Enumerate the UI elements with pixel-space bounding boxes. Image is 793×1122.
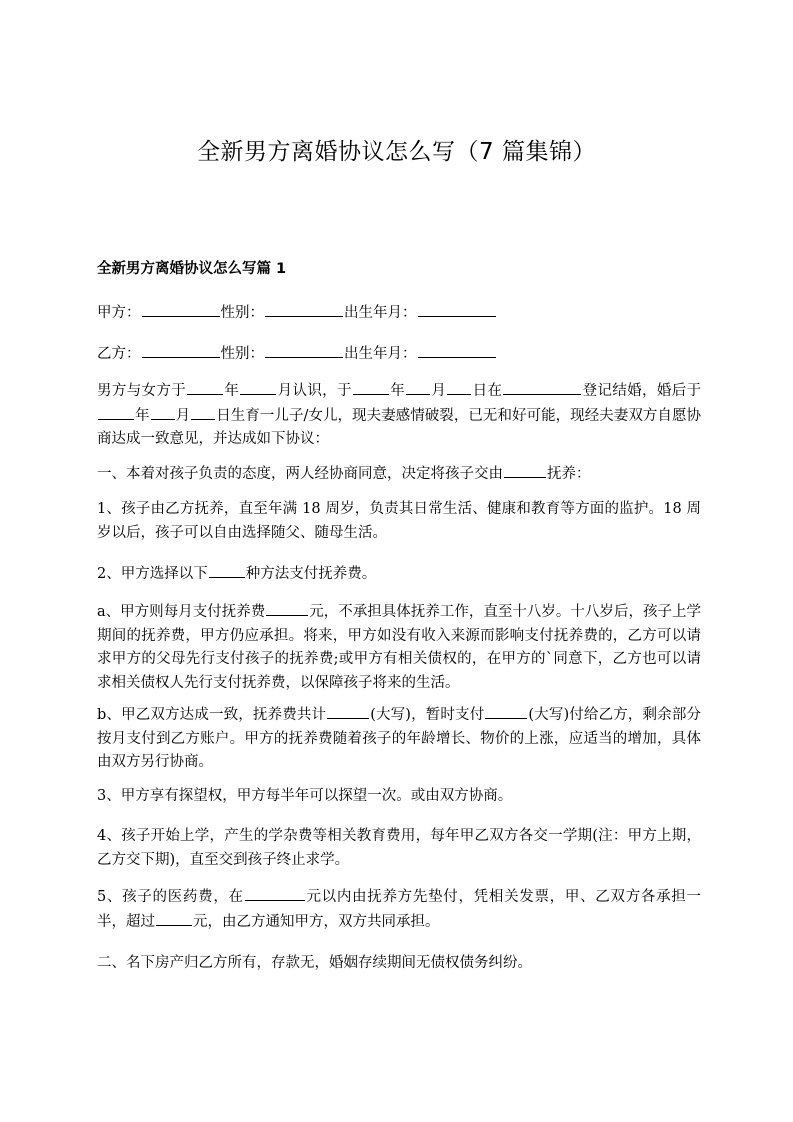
total-amount-blank [327, 703, 369, 719]
monthly-amount-blank [266, 600, 308, 616]
blank [187, 379, 223, 395]
intro-text: 年 [224, 383, 240, 399]
intro-text: 年 [389, 383, 406, 399]
intro-text: 月认识，于 [277, 383, 352, 399]
party-a-line [97, 301, 701, 326]
blank [503, 379, 581, 395]
item-1: 1、孩子由乙方抚养，直至年满 18 周岁，负责其日常生活、健康和教育等方面的监护。18 周岁以后，孩子可以自由选择随父、随母生活。 [97, 501, 701, 541]
blank [240, 379, 276, 395]
party-a-birth-blank [418, 301, 496, 317]
party-b-name-blank [142, 342, 220, 358]
intro-text: 日生育一儿子/女儿，现夫妻感情破裂，已无和好可能，现经夫妻双方自愿协商达成一致意见，并达成如下协议： [97, 407, 702, 447]
custodian-blank [504, 462, 546, 478]
item-2-text: 种方法支付抚养费。 [245, 566, 377, 582]
party-b-gender-blank [265, 342, 343, 358]
intro-text: 登记结婚，婚后于 [582, 383, 702, 399]
party-b-gender-label: 性别： [220, 346, 264, 362]
item-5-text: 元以内由抚养方先垫付，凭相关发票，甲、乙双方各承担一半，超过 [97, 889, 701, 930]
blank [151, 404, 175, 420]
party-a-gender-blank [265, 301, 343, 317]
intro-paragraph [97, 379, 701, 452]
blank [447, 379, 471, 395]
temporary-amount-blank [485, 703, 527, 719]
item-2 [97, 562, 701, 587]
item-a-text: a、甲方则每月支付抚养费 [97, 604, 266, 620]
item-b-text: (大写)，暂时支付 [370, 707, 485, 723]
blank [353, 379, 389, 395]
clause-1 [97, 462, 701, 487]
item-5-text: 元，由乙方通知甲方，双方共同承担。 [193, 913, 440, 930]
party-b-birth-label: 出生年月： [344, 346, 417, 362]
clause-1-text: 抚养： [547, 466, 591, 482]
item-b-text: (大写)付给乙方，剩余部分按月支付到乙方账户。甲方的抚养费随着孩子的年龄增长、物价的上涨，应适当的增加，具体由双方另行协商。 [97, 707, 701, 770]
item-4: 4、孩子开始上学，产生的学杂费等相关教育费用，每年甲乙双方各交一学期(注：甲方上期，乙方交下期)，直至交到孩子终止求学。 [97, 828, 701, 868]
clause-2: 二、名下房产归乙方所有，存款无，婚姻存续期间无债权债务纠纷。 [97, 955, 532, 971]
item-b [97, 703, 701, 775]
clause-1-text: 一、本着对孩子负责的态度，两人经协商同意，决定将孩子交由 [97, 466, 503, 482]
intro-text: 月 [431, 383, 447, 399]
blank [98, 404, 134, 420]
intro-text: 月 [175, 407, 191, 424]
method-blank [209, 562, 245, 578]
item-5-text: 5、孩子的医药费，在 [97, 889, 244, 905]
party-b-line [97, 342, 701, 367]
item-5 [97, 885, 701, 934]
party-a-gender-label: 性别： [220, 305, 264, 321]
party-b-label: 乙方： [97, 346, 141, 362]
intro-text: 男方与女方于 [97, 383, 187, 399]
party-a-name-blank [142, 301, 220, 317]
intro-text: 年 [135, 407, 150, 424]
section-heading: 全新男方离婚协议怎么写篇 1 [97, 261, 287, 277]
item-3: 3、甲方享有探望权，甲方每半年可以探望一次。或由双方协商。 [97, 788, 513, 804]
party-b-birth-blank [418, 342, 496, 358]
intro-text: 日在 [472, 383, 503, 399]
party-a-birth-label: 出生年月： [344, 305, 417, 321]
blank [406, 379, 430, 395]
advance-amount-blank [245, 885, 305, 901]
blank [191, 404, 215, 420]
document-title: 全新男方离婚协议怎么写（7 篇集锦） [197, 139, 596, 165]
item-b-text: b、甲乙双方达成一致，抚养费共计 [97, 707, 327, 723]
item-a-text: 元，不承担具体抚养工作，直至十八岁。十八岁后，孩子上学期间的抚养费，甲方仍应承担。将来，甲方如没有收入来源而影响支付抚养费的，乙方可以请求甲方的父母先行支付孩子的抚养费;或甲方有相关债权的，在甲方的`同意下，乙方也可以请求相关债权人先行支付抚养费，以保障孩子将来的生活。 [97, 604, 701, 691]
item-a [97, 600, 701, 695]
party-a-label: 甲方： [97, 305, 141, 321]
excess-amount-blank [156, 910, 192, 926]
item-2-text: 2、甲方选择以下 [97, 566, 208, 582]
